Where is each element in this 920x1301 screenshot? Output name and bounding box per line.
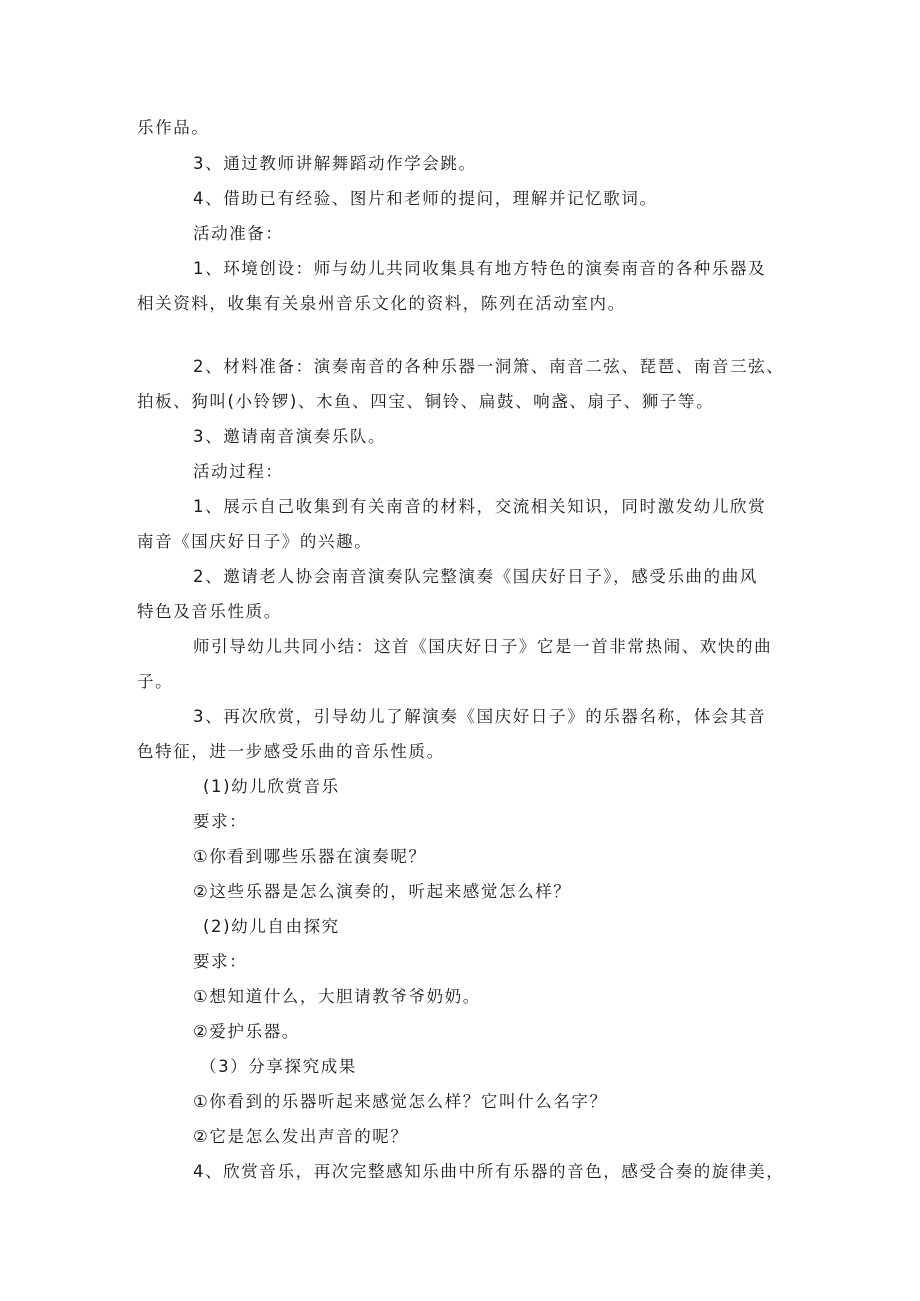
text-line-04: 活动准备：	[193, 224, 284, 243]
text-line-12: 南音《国庆好日子》的兴趣。	[137, 532, 373, 551]
text-line-20: 要求：	[193, 812, 248, 831]
text-line-17: 3、再次欣赏，引导幼儿了解演奏《国庆好日子》的乐器名称，体会其音	[193, 707, 767, 726]
text-line-05: 1、环境创设：师与幼儿共同收集具有地方特色的演奏南音的各种乐器及	[193, 259, 767, 278]
text-line-15: 师引导幼儿共同小结：这首《国庆好日子》它是一首非常热闹、欢快的曲	[193, 637, 773, 656]
text-line-30: 4、欣赏音乐，再次完整感知乐曲中所有乐器的音色，感受合奏的旋律美，	[193, 1162, 785, 1181]
text-line-02: 3、通过教师讲解舞蹈动作学会跳。	[193, 154, 477, 173]
text-line-16: 子。	[137, 672, 174, 691]
text-line-18: 色特征，进一步感受乐曲的音乐性质。	[137, 742, 445, 761]
text-line-25: ①想知道什么，大胆请教爷爷奶奶。	[193, 987, 481, 1006]
text-line-21: ①你看到哪些乐器在演奏呢？	[193, 847, 427, 866]
text-line-24: 要求：	[193, 952, 248, 971]
text-line-19: (1)幼儿欣赏音乐	[203, 777, 340, 796]
text-line-09: 3、邀请南音演奏乐队。	[193, 427, 387, 446]
text-line-13: 2、邀请老人协会南音演奏队完整演奏《国庆好日子》，感受乐曲的曲风	[193, 567, 758, 586]
text-line-23: (2)幼儿自由探究	[203, 917, 340, 936]
text-line-29: ②它是怎么发出声音的呢？	[193, 1127, 409, 1146]
text-line-27: （3）分享探究成果	[200, 1057, 357, 1076]
text-line-10: 活动过程：	[193, 462, 284, 481]
text-line-14: 特色及音乐性质。	[137, 602, 282, 621]
text-line-28: ①你看到的乐器听起来感觉怎么样？它叫什么名字？	[193, 1092, 608, 1111]
text-line-26: ②爱护乐器。	[193, 1022, 300, 1041]
text-line-07: 2、材料准备：演奏南音的各种乐器一洞箫、南音二弦、琵琶、南音三弦、	[193, 357, 785, 376]
text-line-01: 乐作品。	[137, 118, 210, 137]
text-line-11: 1、展示自己收集到有关南音的材料，交流相关知识，同时激发幼儿欣赏	[193, 497, 767, 516]
text-line-03: 4、借助已有经验、图片和老师的提问，理解并记忆歌词。	[193, 189, 658, 208]
text-line-22: ②这些乐器是怎么演奏的，听起来感觉怎么样？	[193, 882, 572, 901]
text-line-06: 相关资料，收集有关泉州音乐文化的资料，陈列在活动室内。	[137, 294, 626, 313]
text-line-08: 拍板、狗叫(小铃锣)、木鱼、四宝、铜铃、扁鼓、响盏、扇子、狮子等。	[137, 392, 715, 411]
